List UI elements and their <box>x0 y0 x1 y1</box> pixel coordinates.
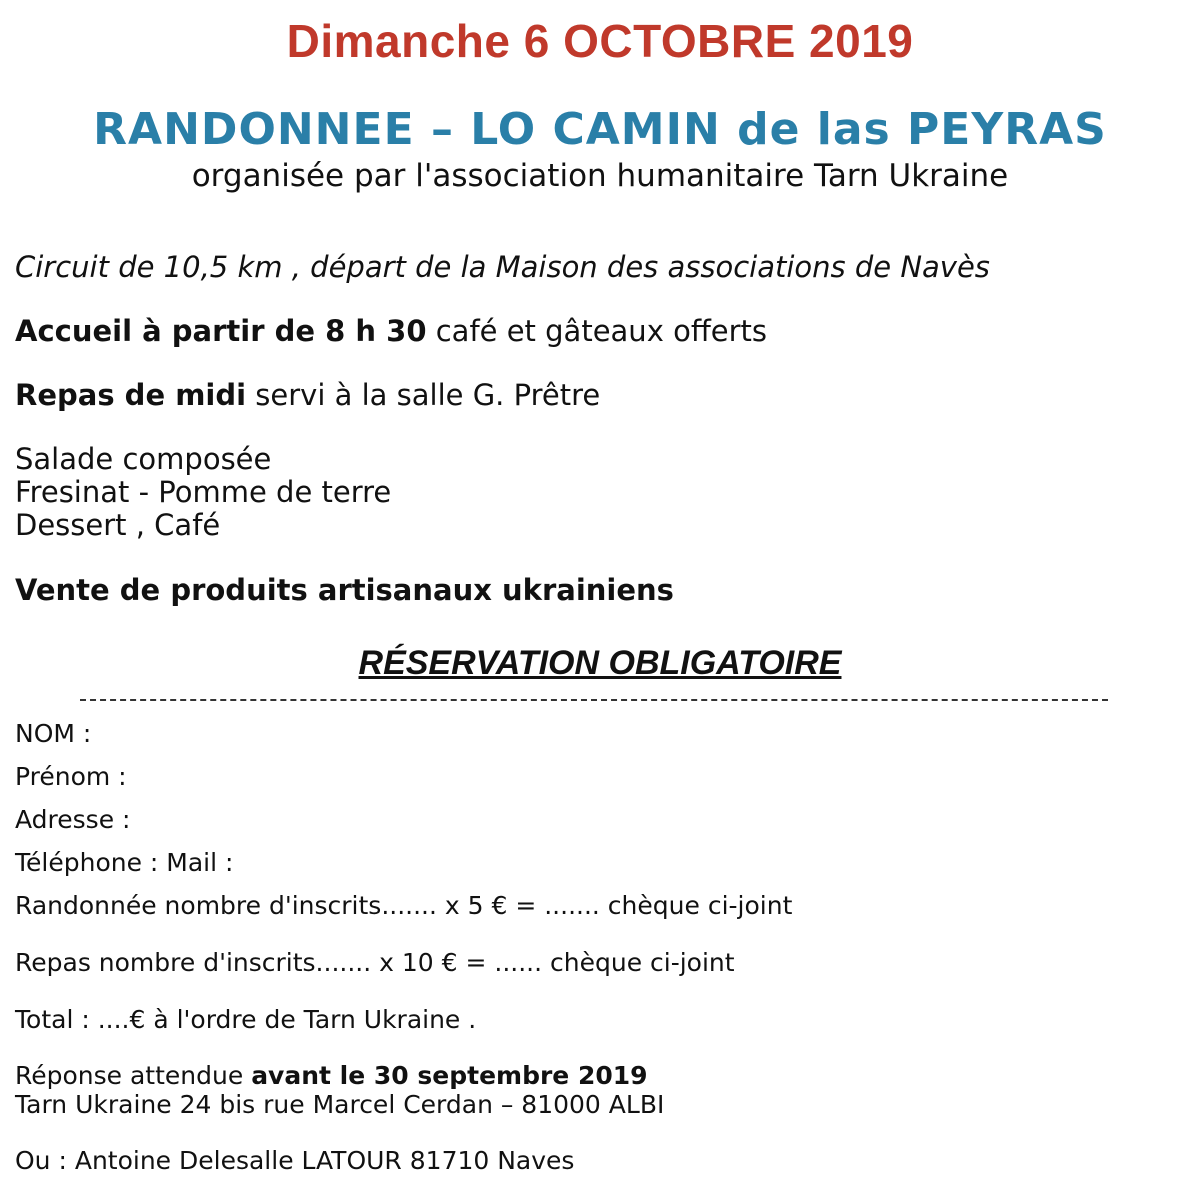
vente-info: Vente de produits artisanaux ukrainiens <box>15 573 674 607</box>
adresse-field: Adresse : <box>15 805 131 834</box>
total-line: Total : ....€ à l'ordre de Tarn Ukraine . <box>15 1005 477 1034</box>
event-title: RANDONNEE – LO CAMIN de las PEYRAS <box>93 104 1107 155</box>
address-line: Tarn Ukraine 24 bis rue Marcel Cerdan – 81000 ALBI <box>15 1090 665 1119</box>
reservation-heading: RÉSERVATION OBLIGATOIRE <box>358 644 842 682</box>
accueil-bold: Accueil à partir de 8 h 30 <box>15 314 427 348</box>
accueil-info <box>15 314 767 348</box>
repas-text: servi à la salle G. Prêtre <box>246 378 601 412</box>
menu-item: Dessert , Café <box>15 508 221 542</box>
reponse-text: Réponse attendue <box>15 1061 252 1090</box>
telephone-mail-field: Téléphone : Mail : <box>15 848 234 877</box>
reponse-line <box>15 1061 648 1090</box>
repas-count-line: Repas nombre d'inscrits....... x 10 € = ...... chèque ci-joint <box>15 948 735 977</box>
menu-list <box>15 443 391 542</box>
circuit-info: Circuit de 10,5 km , départ de la Maison des associations de Navès <box>15 250 990 284</box>
repas-info <box>15 378 600 412</box>
accueil-text: café et gâteaux offerts <box>426 314 768 348</box>
menu-item: Fresinat - Pomme de terre <box>15 475 392 509</box>
repas-bold: Repas de midi <box>15 378 247 412</box>
reponse-deadline: avant le 30 septembre 2019 <box>251 1061 648 1090</box>
menu-item: Salade composée <box>15 442 272 476</box>
alt-contact-line: Ou : Antoine Delesalle LATOUR 81710 Naves <box>15 1146 575 1175</box>
organizer-line: organisée par l'association humanitaire Tarn Ukraine <box>191 158 1009 194</box>
nom-field: NOM : <box>15 719 92 748</box>
cut-line-divider <box>80 699 1108 701</box>
prenom-field: Prénom : <box>15 762 127 791</box>
randonnee-count-line: Randonnée nombre d'inscrits....... x 5 € = ....... chèque ci-joint <box>15 891 793 920</box>
date-heading: Dimanche 6 OCTOBRE 2019 <box>286 15 914 67</box>
